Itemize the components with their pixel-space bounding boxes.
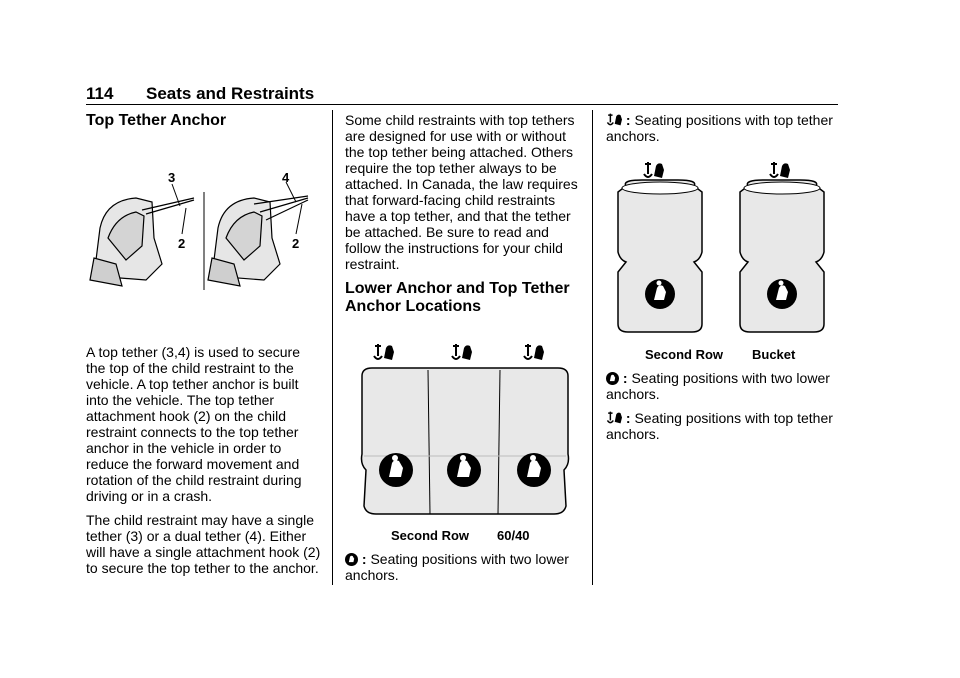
legend-text: Seating positions with two lower anchors. [345,551,569,583]
callout-2-left: 2 [178,236,186,251]
column-divider [332,110,333,585]
legend-colon: : [622,370,628,386]
callout-4: 4 [282,170,290,185]
column-1-body [86,344,322,584]
bench-seat-diagram [358,338,572,518]
figure-caption-right: Bucket [752,347,796,362]
paragraph: The child restraint may have a single tether (3) or a dual tether (4). Either will have a single attachment hook (2) to secure the top tether to the anchor. [86,512,321,576]
lower-anchor-icon [645,279,675,309]
tether-anchor-icon [644,162,664,178]
section-title: Seats and Restraints [146,84,315,103]
figure-caption-left: Second Row [645,347,724,362]
lower-anchor-icon [345,553,358,566]
tether-anchor-icon [770,162,790,178]
figure-caption-left: Second Row [391,528,470,543]
legend-colon: : [361,551,367,567]
legend-text: Seating positions with two lower anchors. [606,370,830,402]
legend-colon: : [625,410,631,426]
section-heading: Lower Anchor and Top Tether Anchor Locations [345,280,570,315]
legend-text: Seating positions with top tether anchors. [606,112,833,144]
column-3-legends [606,370,838,450]
lower-anchor-icon [767,279,797,309]
figure-caption-right: 60/40 [497,528,530,543]
page-number: 114 [86,84,114,103]
column-2 [345,112,581,316]
legend-lower-anchors [345,551,581,591]
tether-anchor-icon [606,112,622,127]
callout-2-right: 2 [292,236,300,251]
page-header [86,82,838,105]
section-heading: Top Tether Anchor [86,112,227,129]
column-divider [592,110,593,585]
lower-anchor-icon [517,453,551,487]
column-1 [86,112,322,130]
callout-3: 3 [168,170,176,185]
top-tether-illustration [86,168,322,298]
paragraph: A top tether (3,4) is used to secure the top of the child restraint to the vehicle. A top tether anchor is built into the vehicle. The top tether attachment hook (2) on the child restraint connects to the top tether anchor in the vehicle in order to reduce the forward movement and rotation of the child restraint during driving or in a crash. [86,344,302,504]
tether-anchor-icon [606,410,622,425]
lower-anchor-icon [606,372,619,385]
lower-anchor-icon [379,453,413,487]
paragraph: Some child restraints with top tethers are designed for use with or without the top tether being attached. Others require the top tether always to be attached. In Canada, the law requires that forward-facing child restraints have a top tether, and that the tether be attached. Be sure to read and follow the instructions for your child restraint. [345,112,578,272]
lower-anchor-icon [447,453,481,487]
legend-text: Seating positions with top tether anchors. [606,410,833,442]
tether-anchor-icon [372,342,394,362]
tether-anchor-icon [522,342,544,362]
bucket-seat-diagram [612,156,832,338]
tether-anchor-icon [450,342,472,362]
legend-top-tether-first [606,112,838,152]
legend-colon: : [625,112,631,128]
